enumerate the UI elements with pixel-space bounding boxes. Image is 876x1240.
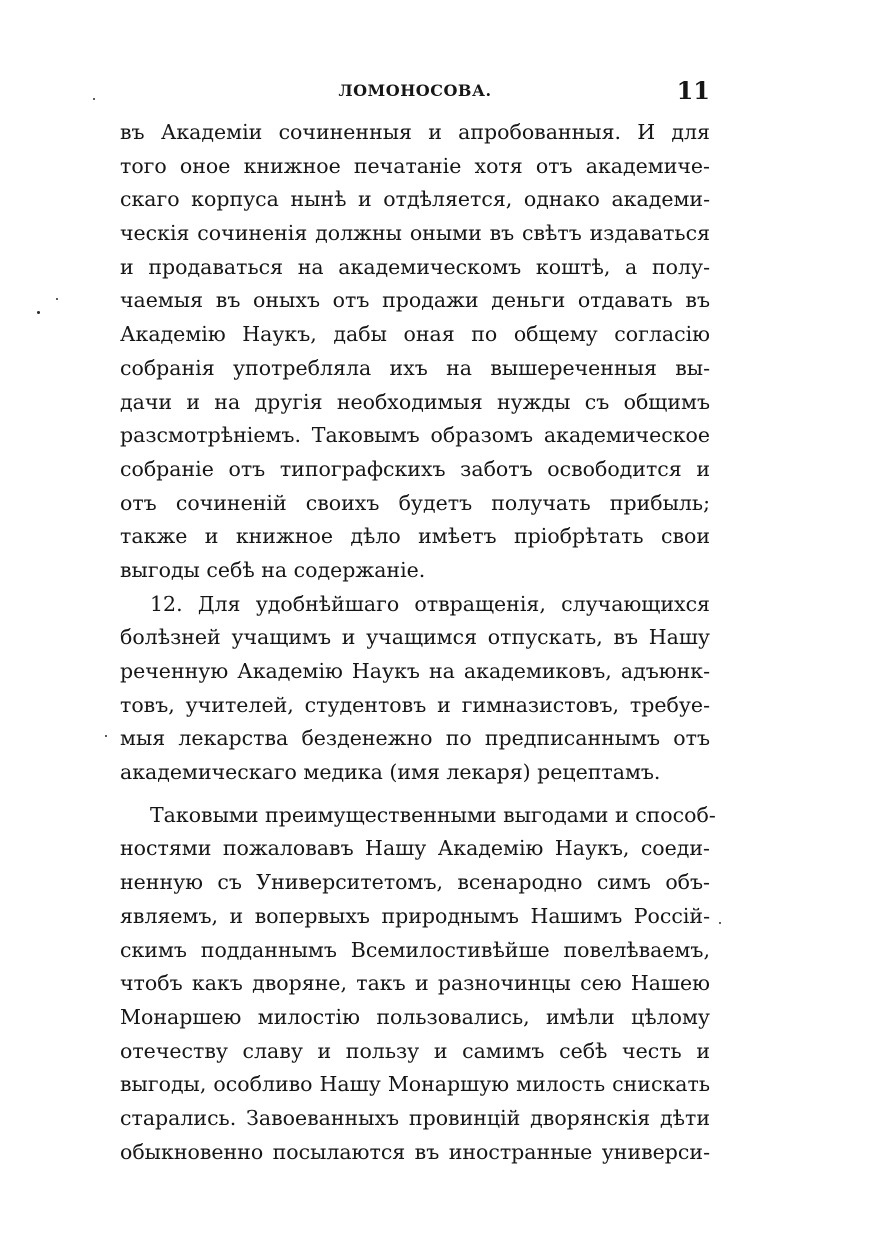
text-line: чаемыя въ оныхъ отъ продажи деньги отдавать въ xyxy=(120,288,710,313)
text-line: выгоды себѣ на содержаніе. xyxy=(120,557,426,582)
scan-speck xyxy=(719,922,721,924)
text-line: Монаршею милостію пользовались, имѣли цѣлому xyxy=(120,1004,710,1029)
running-head xyxy=(120,78,710,104)
text-line: дачи и на другія необходимыя нужды съ общимъ xyxy=(120,389,710,414)
scan-speck xyxy=(56,298,58,300)
text-line: ностями пожаловавъ Нашу Академію Наукъ, соеди- xyxy=(120,836,710,861)
text-line: Академію Наукъ, дабы оная по общему согласію xyxy=(120,322,710,347)
text-line: выгоды, особливо Нашу Монаршую милость снискать xyxy=(120,1072,710,1097)
text-line: отъ сочиненій своихъ будетъ получать прибыль; xyxy=(120,490,710,515)
scan-speck xyxy=(105,735,107,737)
text-line: чтобъ какъ дворяне, такъ и разночинцы сею Нашею xyxy=(120,971,710,996)
text-line: того оное книжное печатаніе хотя отъ академиче- xyxy=(120,153,710,178)
text-line: въ Академіи сочиненныя и апробованныя. И для xyxy=(120,120,710,144)
paragraph-gap xyxy=(120,790,710,799)
scan-speck xyxy=(93,98,95,100)
text-line: скимъ подданнымъ Всемилостивѣйше повелѣваемъ, xyxy=(120,937,710,962)
text-line: скаго корпуса нынѣ и отдѣляется, однако академи- xyxy=(120,187,710,212)
text-line: и продаваться на академическомъ коштѣ, а полу- xyxy=(120,254,710,279)
text-line: ческія сочиненія должны оными въ свѣтъ издаваться xyxy=(120,221,710,246)
text-line: академическаго медика (имя лекаря) рецептамъ. xyxy=(120,760,661,785)
text-line: обыкновенно посылаются въ иностранные универси- xyxy=(120,1139,710,1164)
body-text xyxy=(120,116,716,1169)
text-line: Таковыми преимущественными выгодами и способ- xyxy=(150,802,716,827)
scan-speck xyxy=(37,311,40,314)
text-line: собранія употребляла ихъ на вышереченныя вы- xyxy=(120,355,710,380)
text-line: разсмотрѣніемъ. Таковымъ образомъ академическое xyxy=(120,423,710,448)
text-line: болѣзней учащимъ и учащимся отпускать, въ Нашу xyxy=(120,625,710,650)
text-line: старались. Завоеванныхъ провинцій дворянскія дѣти xyxy=(120,1105,710,1130)
text-line: товъ, учителей, студентовъ и гимназистовъ, требуе- xyxy=(120,692,710,717)
text-line: отечеству славу и пользу и самимъ себѣ честь и xyxy=(120,1038,710,1063)
text-line: ненную съ Университетомъ, всенародно симъ объ- xyxy=(120,870,710,895)
text-line: реченную Академію Наукъ на академиковъ, адъюнк- xyxy=(120,659,710,683)
text-line: 12. Для удобнѣйшаго отвращенія, случающихся xyxy=(150,591,710,616)
page-number: 11 xyxy=(676,76,710,105)
text-line: собраніе отъ типографскихъ заботъ освободится и xyxy=(120,456,710,481)
text-line: также и книжное дѣло имѣетъ пріобрѣтать свои xyxy=(120,524,710,549)
running-title: ЛОМОНОСОВА. xyxy=(338,81,492,100)
text-line: являемъ, и вопервыхъ природнымъ Нашимъ Россій- xyxy=(120,903,710,928)
text-line: мыя лекарства безденежно по предписаннымъ отъ xyxy=(120,726,710,751)
